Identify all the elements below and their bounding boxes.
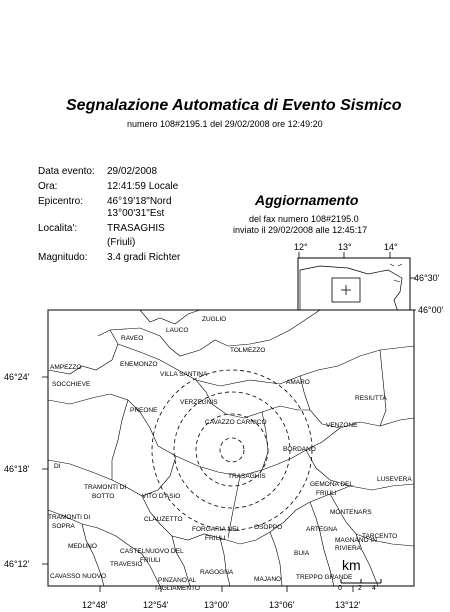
time-label: Ora:	[38, 181, 58, 192]
locality-value: TRASAGHIS	[107, 223, 165, 234]
place-label: MAGNANO IN	[335, 537, 377, 544]
report-subtitle: numero 108#2195.1 del 29/02/2008 ore 12:49:20	[127, 119, 323, 129]
place-label: CASTELNUOVO DEL	[120, 548, 184, 555]
epicenter-label: Epicentro:	[38, 196, 84, 207]
place-label: CLAUZETTO	[144, 516, 183, 523]
lat-label: 46°24'	[4, 372, 30, 382]
place-label: AMPEZZO	[50, 364, 82, 371]
lat-label: 46°18'	[4, 464, 30, 474]
locality-region: (Friuli)	[107, 237, 136, 248]
place-label: PREONE	[130, 407, 158, 414]
place-label: BORDANO	[283, 446, 316, 453]
page-title: Segnalazione Automatica di Evento Sismico	[66, 97, 402, 114]
place-label: SOPRA	[52, 523, 75, 530]
time-value: 12:41:59 Locale	[107, 181, 179, 192]
place-label: TRASAGHIS	[228, 473, 266, 480]
place-label: OSOPPO	[254, 524, 283, 531]
place-label: SOCCHIEVE	[52, 381, 91, 388]
place-label: LUSEVERA	[377, 476, 412, 483]
place-label: VILLA SANTINA	[160, 371, 208, 378]
place-label: MEDUNO	[68, 543, 97, 550]
scale-tick: 0	[338, 585, 342, 592]
place-label: CAVASSO NUOVO	[50, 573, 107, 580]
lon-label: 12°48'	[82, 600, 108, 610]
place-label: DI	[54, 463, 61, 470]
place-label: FRIULI	[140, 557, 161, 564]
place-label: TAGLIAMENTO	[154, 585, 200, 592]
locality-label: Localita':	[38, 223, 78, 234]
update-sent-time: inviato il 29/02/2008 alle 12:45:17	[233, 225, 368, 235]
place-label: TRAMONTI DI	[84, 484, 127, 491]
place-label: ENEMONZO	[120, 361, 158, 368]
epicenter-lon: 13°00'31"Est	[107, 208, 165, 219]
place-label: GEMONA DEL	[310, 481, 353, 488]
place-label: VENZONE	[326, 422, 358, 429]
place-label: RIVIERA	[335, 545, 362, 552]
place-label: BUIA	[294, 550, 310, 557]
date-value: 29/02/2008	[107, 166, 158, 177]
place-label: RAGOGNA	[200, 569, 234, 576]
inset-lat-label: 46°30'	[414, 273, 440, 283]
lon-label: 12°54'	[143, 600, 169, 610]
lon-label: 13°06'	[269, 600, 295, 610]
magnitude-value: 3.4 gradi Richter	[107, 252, 181, 263]
place-label: FRIULI	[316, 490, 337, 497]
inset-lon-label: 12°	[294, 242, 308, 252]
place-label: BOTTO	[92, 493, 115, 500]
magnitude-label: Magnitudo:	[38, 252, 88, 263]
place-label: VITO D'ASIO	[142, 493, 181, 500]
inset-lon-label: 14°	[384, 242, 398, 252]
lon-label: 13°12'	[335, 600, 361, 610]
lat-label: 46°12'	[4, 559, 30, 569]
main-map	[0, 300, 450, 612]
place-label: RAVEO	[121, 335, 144, 342]
place-label: MONTENARS	[330, 509, 372, 516]
place-label: TOLMEZZO	[230, 347, 266, 354]
place-label: PINZANO AL	[158, 577, 197, 584]
place-label: FORGARIA NEL	[192, 526, 241, 533]
inset-lon-label: 13°	[338, 242, 352, 252]
place-label: MAJANO	[254, 576, 282, 583]
place-label: FRIULI	[205, 535, 226, 542]
place-label: ARTEGNA	[306, 526, 338, 533]
place-label: LAUCO	[166, 327, 189, 334]
scale-tick: 4	[372, 585, 376, 592]
inset-lat-label: 46°00'	[418, 305, 444, 315]
update-title: Aggiornamento	[255, 192, 359, 208]
place-label: VERZEGNIS	[180, 399, 218, 406]
place-label: TARCENTO	[362, 533, 398, 540]
place-label: TRAVESIO	[110, 561, 143, 568]
scale-unit: km	[342, 557, 361, 573]
place-label: CAVAZZO CARNICO	[205, 419, 267, 426]
epicenter-lat: 46°19'18"Nord	[107, 196, 172, 207]
place-label: RESIUTTA	[355, 395, 387, 402]
update-fax-number: del fax numero 108#2195.0	[249, 214, 359, 224]
place-label: ZUGLIO	[202, 316, 227, 323]
place-label: TRAMONTI DI	[48, 514, 91, 521]
place-label: AMARO	[286, 379, 310, 386]
scale-tick: 2	[358, 585, 362, 592]
lon-label: 13°00'	[204, 600, 230, 610]
place-label: TREPPO GRANDE	[296, 574, 353, 581]
date-label: Data evento:	[38, 166, 95, 177]
